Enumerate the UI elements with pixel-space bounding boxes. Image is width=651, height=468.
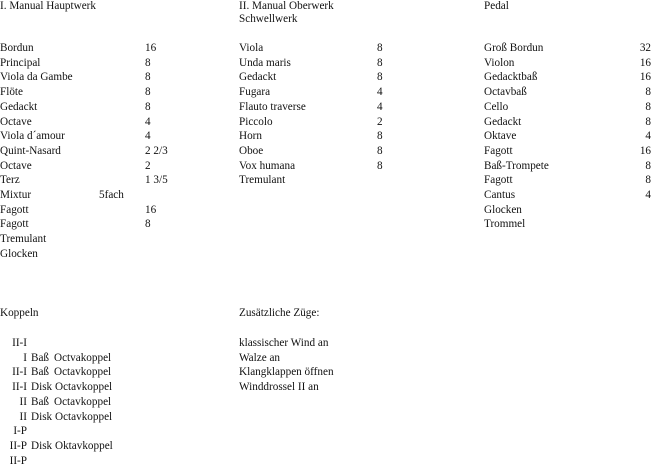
stop-row — [0, 410, 180, 425]
stop-name: Groß Bordun — [484, 42, 544, 54]
koppeln-title: Koppeln — [0, 307, 39, 319]
stop-name: Flöte — [0, 86, 23, 99]
stop-row — [484, 115, 651, 130]
stop-size: 8 — [645, 100, 651, 113]
stop-name: Glocken — [0, 247, 38, 260]
stop-name: Gedackt — [0, 100, 38, 113]
koppel-manual: I — [23, 351, 27, 364]
stop-name: Viola da Gambe — [0, 71, 73, 84]
stop-size: 4 — [145, 130, 151, 143]
koppel-type: Disk — [31, 381, 53, 394]
stop-size: 8 — [145, 100, 151, 113]
koppel-manual: II — [19, 410, 27, 423]
stop-row — [0, 129, 200, 144]
koppel-type: Baß — [31, 395, 50, 408]
stop-name: Quint-Nasard — [0, 144, 61, 157]
stop-name: Horn — [239, 130, 262, 143]
stop-size: 8 — [645, 86, 651, 99]
stop-size: 5fach — [99, 189, 124, 201]
stop-size: 16 — [639, 71, 651, 84]
stop-row — [0, 424, 180, 439]
stop-row — [0, 217, 200, 232]
koppel-name: Octavkoppel — [54, 395, 112, 408]
koppel-name: Octvakoppel — [54, 351, 112, 364]
stop-size: 16 — [639, 144, 651, 157]
stop-row — [0, 41, 200, 56]
stop-size: 4 — [645, 189, 651, 201]
stop-size: 8 — [145, 86, 151, 99]
stop-row — [484, 159, 651, 174]
stop-row — [239, 129, 399, 144]
stop-name: Octave — [0, 159, 32, 172]
stop-row — [0, 439, 180, 454]
koppel-name: Oktavkoppel — [55, 439, 113, 452]
zug-item: Winddrossel II an — [239, 381, 319, 394]
stop-row — [484, 144, 651, 159]
stop-size: 8 — [145, 218, 151, 231]
stop-name: Terz — [0, 174, 20, 187]
stop-name: Mixtur — [0, 189, 32, 201]
koppel-manual: II-I — [12, 366, 27, 379]
stop-row — [0, 380, 180, 395]
koppel-manual: II-I — [12, 381, 27, 394]
stop-row — [484, 85, 651, 100]
stop-name: Octave — [0, 115, 32, 128]
koppel-type: Disk — [31, 439, 53, 452]
stop-size: 8 — [645, 115, 651, 128]
stop-name: Gedackt — [239, 71, 277, 84]
stop-size: 32 — [639, 42, 651, 54]
stop-name: Principal — [0, 56, 41, 69]
koppel-type: Baß — [31, 351, 50, 364]
stop-size: 8 — [377, 71, 383, 84]
oberwerk-subtitle: Schwellwerk — [239, 13, 298, 25]
oberwerk-title: II. Manual Oberwerk — [239, 0, 334, 12]
stop-row — [484, 41, 651, 56]
stop-row — [0, 247, 200, 262]
koppel-name: Octavkoppel — [54, 366, 112, 379]
stop-row — [0, 144, 200, 159]
zug-item: Walze an — [239, 351, 281, 364]
stop-name: Fagott — [484, 174, 513, 187]
stop-row — [484, 203, 651, 218]
stop-size: 8 — [377, 56, 383, 69]
koppel-manual: II-P — [9, 439, 27, 452]
zug-item: klassischer Wind an — [239, 337, 329, 349]
stop-size: 8 — [377, 42, 383, 54]
stop-name: Tremulant — [239, 174, 286, 187]
stop-name: Fugara — [239, 86, 271, 99]
stop-size: 8 — [645, 159, 651, 172]
stop-row — [239, 70, 399, 85]
stop-row — [0, 56, 200, 71]
hauptwerk-title: I. Manual Hauptwerk — [0, 0, 96, 12]
stop-row — [0, 115, 200, 130]
stop-row — [239, 144, 399, 159]
stop-name: Trommel — [484, 218, 526, 231]
stop-name: Oboe — [239, 144, 264, 157]
stop-row — [0, 203, 200, 218]
koppel-name: Octavkoppel — [55, 410, 113, 423]
koppel-type: Disk — [31, 410, 53, 423]
stop-row — [0, 351, 180, 366]
koppel-manual: II — [19, 395, 27, 408]
stop-row — [484, 100, 651, 115]
stop-size: 4 — [145, 115, 151, 128]
stop-name: Gedacktbaß — [484, 71, 538, 84]
stop-row — [0, 159, 200, 174]
stop-row — [239, 173, 399, 188]
koppel-manual: II-P — [9, 454, 27, 467]
stop-name: Bordun — [0, 42, 34, 54]
koppel-type: Baß — [31, 366, 50, 379]
stop-row — [0, 336, 180, 351]
stop-row — [239, 351, 419, 366]
stop-name: Fagott — [0, 203, 29, 216]
koppel-manual: II-I — [12, 337, 27, 349]
stop-row — [239, 115, 399, 130]
stop-size: 16 — [145, 203, 157, 216]
stop-row — [0, 232, 200, 247]
stop-size: 2 — [377, 115, 383, 128]
stop-size: 2 2/3 — [145, 144, 168, 157]
stop-row — [239, 380, 419, 395]
stop-row — [0, 70, 200, 85]
stop-row — [239, 365, 419, 380]
stop-row — [484, 129, 651, 144]
stop-row — [239, 100, 399, 115]
stop-size: 8 — [145, 56, 151, 69]
stop-name: Unda maris — [239, 56, 291, 69]
stop-row — [484, 173, 651, 188]
stop-size: 4 — [377, 86, 383, 99]
stop-size: 16 — [145, 42, 157, 54]
stop-size: 1 3/5 — [145, 174, 168, 187]
stop-row — [0, 395, 180, 410]
stop-name: Vox humana — [239, 159, 296, 172]
stop-row — [0, 85, 200, 100]
stop-name: Octavbaß — [484, 86, 527, 99]
pedal-title: Pedal — [484, 0, 509, 12]
stop-name: Tremulant — [0, 233, 47, 246]
stop-name: Gedackt — [484, 115, 522, 128]
stop-size: 8 — [377, 130, 383, 143]
stop-name: Piccolo — [239, 115, 273, 128]
zuege-title: Zusätzliche Züge: — [239, 307, 320, 319]
stop-name: Cantus — [484, 189, 516, 201]
stop-row — [239, 85, 399, 100]
stop-row — [0, 100, 200, 115]
stop-row — [0, 188, 200, 203]
koppel-manual: I-P — [13, 425, 27, 438]
stop-row — [239, 159, 399, 174]
stop-name: Glocken — [484, 203, 522, 216]
stop-name: Viola — [239, 42, 264, 54]
stop-name: Oktave — [484, 130, 517, 143]
stop-name: Fagott — [0, 218, 29, 231]
stop-size: 8 — [377, 159, 383, 172]
stop-name: Viola d´amour — [0, 130, 65, 143]
stop-row — [239, 41, 399, 56]
stop-size: 2 — [145, 159, 151, 172]
stop-size: 8 — [645, 174, 651, 187]
stop-row — [484, 56, 651, 71]
stop-size: 4 — [377, 100, 383, 113]
stop-row — [484, 70, 651, 85]
stop-name: Cello — [484, 100, 509, 113]
stop-row — [0, 454, 180, 468]
koppel-name: Octavkoppel — [55, 381, 113, 394]
stop-row — [0, 365, 180, 380]
stop-row — [239, 336, 419, 351]
stop-name: Baß-Trompete — [484, 159, 549, 172]
stop-size: 8 — [377, 144, 383, 157]
stop-size: 8 — [145, 71, 151, 84]
stop-row — [484, 217, 651, 232]
stop-size: 16 — [639, 56, 651, 69]
stop-row — [239, 56, 399, 71]
stop-name: Flauto traverse — [239, 100, 306, 113]
stop-name: Violon — [484, 56, 515, 69]
stop-size: 4 — [645, 130, 651, 143]
stop-row — [484, 188, 651, 203]
zug-item: Klangklappen öffnen — [239, 366, 334, 379]
stop-name: Fagott — [484, 144, 513, 157]
stop-row — [0, 173, 200, 188]
